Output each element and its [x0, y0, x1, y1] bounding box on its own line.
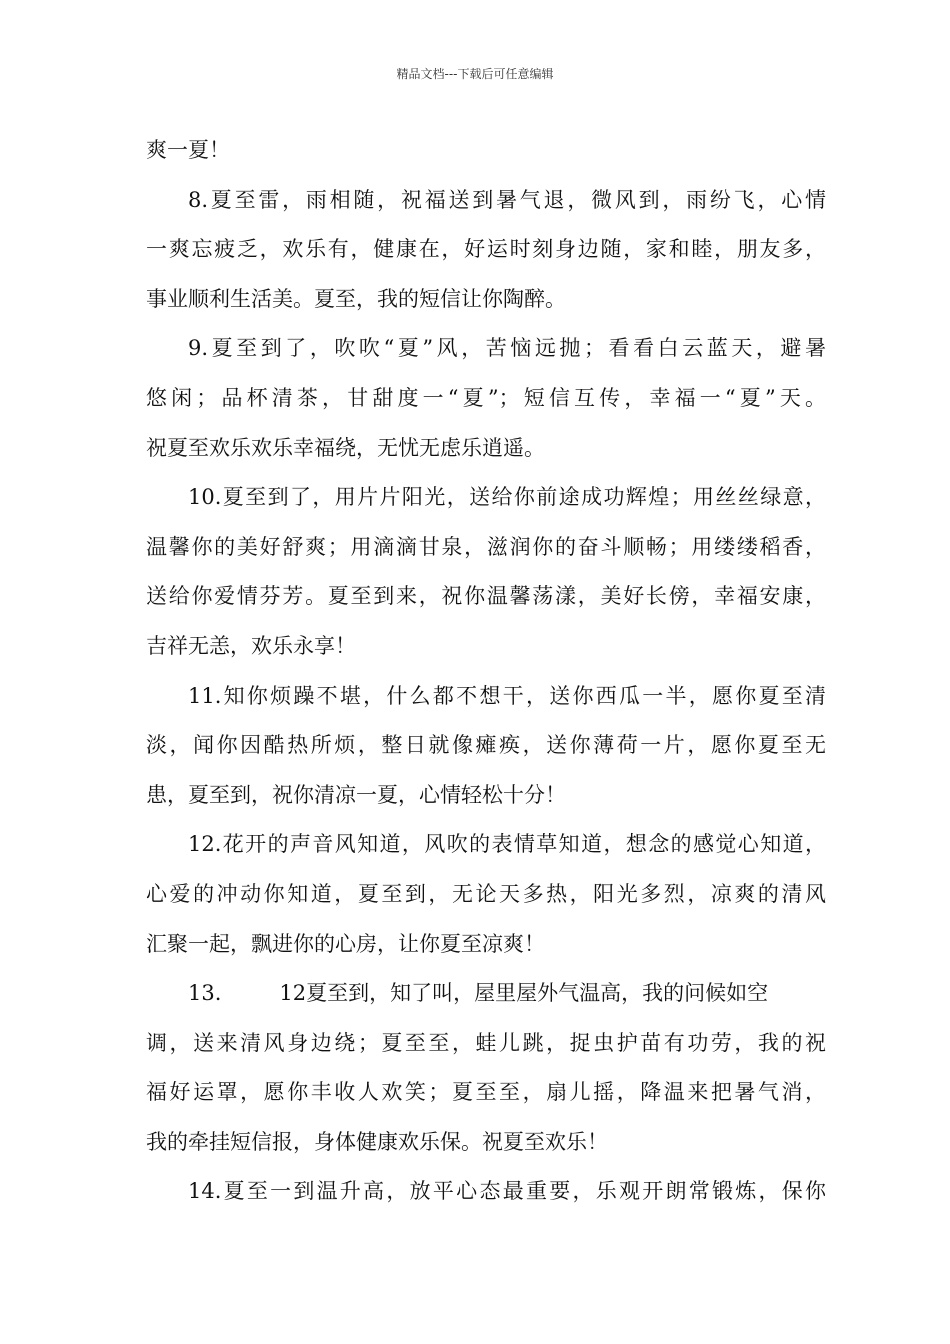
- paragraph-13-line-1-text: 12夏至到，知了叫，屋里屋外气温高，我的问候如空: [279, 981, 769, 1006]
- paragraph-8-line-1: 8.夏至雷，雨相随，祝福送到暑气退，微风到，雨纷飞，心情: [188, 187, 826, 212]
- page-header: 精品文档---下载后可任意编辑: [396, 67, 554, 81]
- paragraph-12-line-1: 12.花开的声音风知道，风吹的表情草知道，想念的感觉心知道，: [188, 832, 826, 857]
- paragraph-9-line-3: 祝夏至欢乐欢乐幸福绕，无忧无虑乐逍遥。: [146, 435, 545, 460]
- paragraph-10-line-1: 10.夏至到了，用片片阳光，送给你前途成功辉煌；用丝丝绿意，: [188, 485, 826, 510]
- text-line: 爽一夏！: [146, 138, 230, 162]
- paragraph-10-line-2: 温馨你的美好舒爽；用滴滴甘泉，滋润你的奋斗顺畅；用缕缕稻香，: [146, 534, 826, 559]
- paragraph-12-line-2: 心爱的冲动你知道，夏至到，无论天多热，阳光多烈，凉爽的清风: [146, 881, 826, 906]
- paragraph-9-line-2: 悠闲；品杯清茶，甘甜度一“夏”；短信互传，幸福一“夏”天。: [146, 385, 826, 410]
- paragraph-13-number: 13.: [188, 981, 222, 1006]
- paragraph-14-line-1: 14.夏至一到温升高，放平心态最重要，乐观开朗常锻炼，保你: [188, 1179, 826, 1204]
- paragraph-11-line-3: 患，夏至到，祝你清凉一夏，心情轻松十分！: [146, 782, 566, 807]
- paragraph-10-line-4: 吉祥无恙，欢乐永享！: [146, 633, 356, 658]
- paragraph-11-line-1: 11.知你烦躁不堪，什么都不想干，送你西瓜一半，愿你夏至清: [188, 683, 826, 708]
- paragraph-10-line-3: 送给你爱情芬芳。夏至到来，祝你温馨荡漾，美好长傍，幸福安康，: [146, 584, 826, 609]
- paragraph-12-line-3: 汇聚一起，飘进你的心房，让你夏至凉爽！: [146, 931, 545, 956]
- paragraph-11-line-2: 淡，闻你因酷热所烦，整日就像瘫痪，送你薄荷一片，愿你夏至无: [146, 733, 826, 758]
- document-body: [146, 126, 826, 1217]
- paragraph-13-line-4: 我的牵挂短信报，身体健康欢乐保。祝夏至欢乐！: [146, 1129, 608, 1154]
- paragraph-9-line-1: 9.夏至到了，吹吹“夏”风，苦恼远抛；看看白云蓝天，避暑: [188, 336, 826, 361]
- paragraph-13-line-2: 调，送来清风身边绕；夏至至，蛙儿跳，捉虫护苗有功劳，我的祝: [146, 1030, 826, 1055]
- paragraph-8-line-3: 事业顺利生活美。夏至，我的短信让你陶醉。: [146, 286, 566, 311]
- paragraph-13-line-1: [146, 969, 826, 1019]
- paragraph-8-line-2: 一爽忘疲乏，欢乐有，健康在，好运时刻身边随，家和睦，朋友多，: [146, 237, 826, 262]
- paragraph-13-line-3: 福好运罩，愿你丰收人欢笑；夏至至，扇儿摇，降温来把暑气消，: [146, 1080, 826, 1105]
